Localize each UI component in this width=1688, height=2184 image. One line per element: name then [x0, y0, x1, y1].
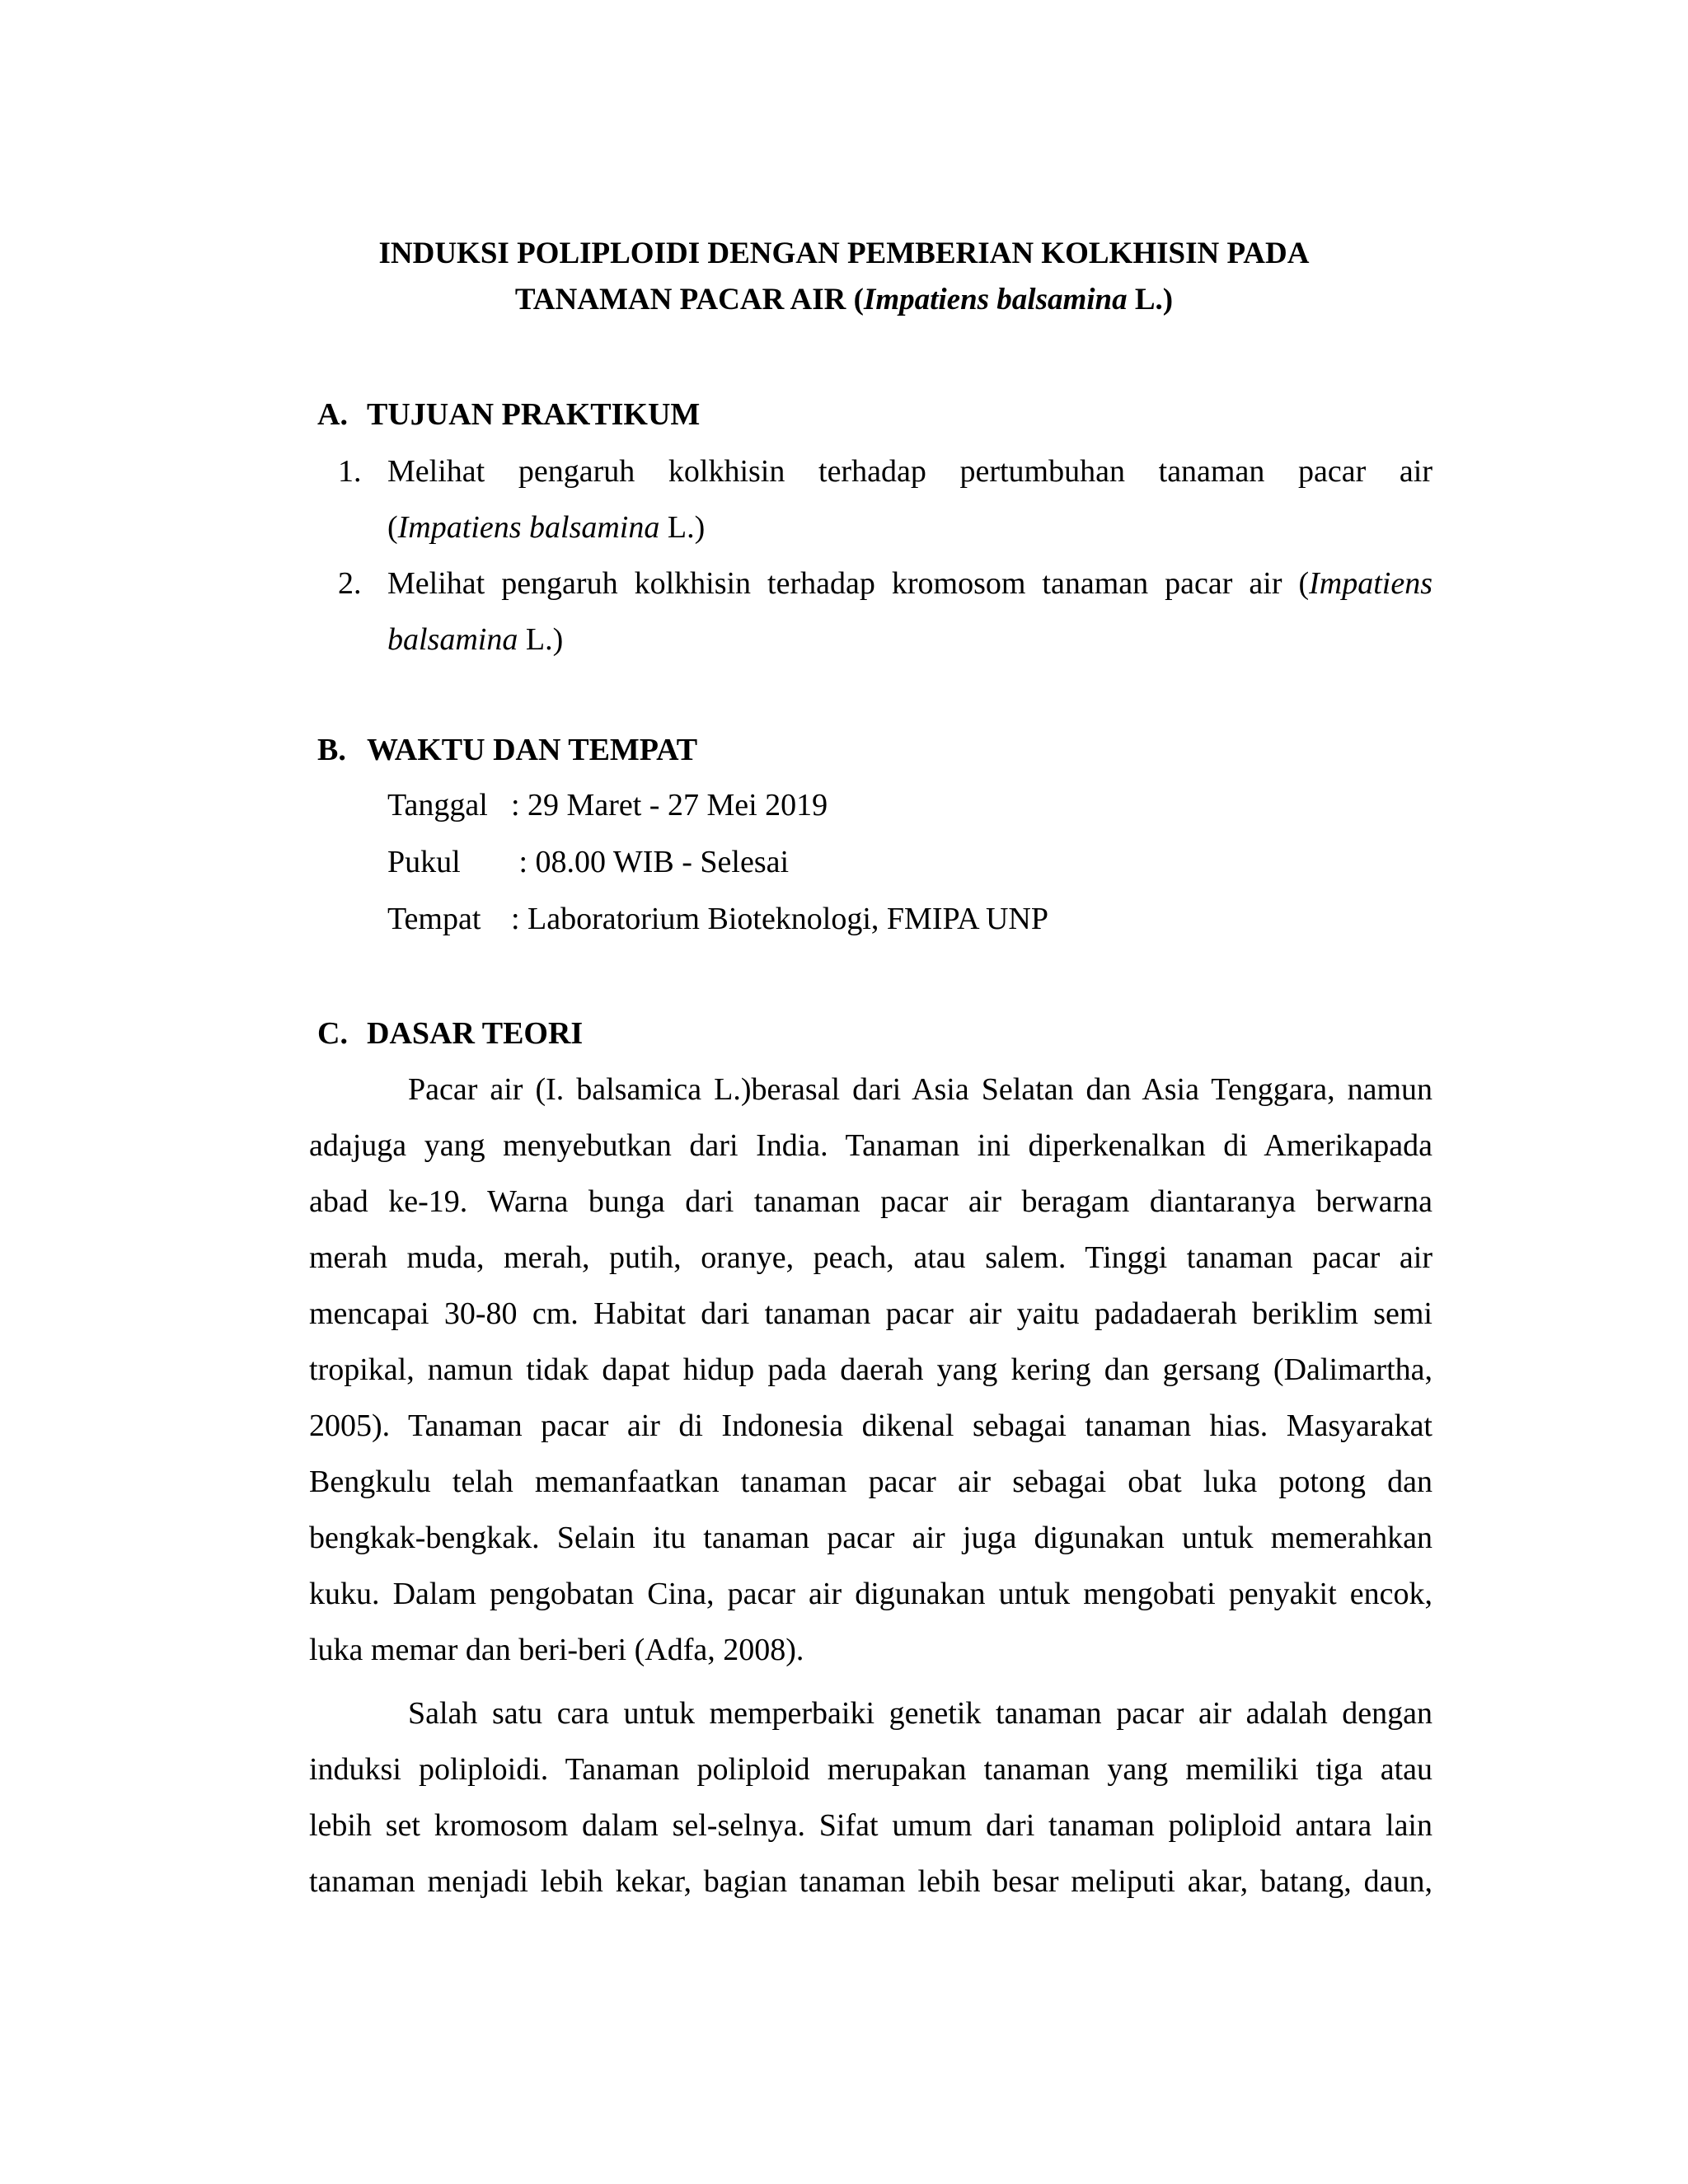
objective-item-1-line-1: Melihat pengaruh kolkhisin terhadap pertumbuhan tanaman pacar air — [387, 454, 1432, 489]
objective-item-1-number: 1. — [338, 454, 362, 489]
objective-item-2-suffix: L.) — [518, 622, 564, 657]
paragraph-line: adajuga yang menyebutkan dari India. Tanaman ini diperkenalkan di Amerikapada — [309, 1128, 1432, 1163]
title-line-1: INDUKSI POLIPLOIDI DENGAN PEMBERIAN KOLKHISIN PADA — [378, 237, 1310, 270]
objective-item-1-suffix: L.) — [659, 510, 706, 545]
title-line-2-prefix: TANAMAN PACAR AIR ( — [514, 283, 864, 316]
schedule-date-value: : 29 Maret - 27 Mei 2019 — [511, 788, 828, 823]
section-b-title: WAKTU DAN TEMPAT — [367, 733, 698, 767]
objective-item-2-text: Melihat pengaruh kolkhisin terhadap kromosom tanaman pacar air ( — [387, 566, 1310, 601]
section-a-heading — [317, 394, 700, 435]
section-a-title: TUJUAN PRAKTIKUM — [367, 397, 701, 432]
objective-item-2-genus-italic: Impatiens — [1309, 566, 1432, 601]
section-c-heading — [317, 1013, 583, 1054]
objective-item-1 — [338, 443, 1432, 555]
title-line-2-suffix: L.) — [1127, 283, 1174, 316]
section-a-letter: A. — [317, 397, 348, 432]
paragraph-line: tanaman menjadi lebih kekar, bagian tanaman lebih besar meliputi akar, batang, daun, — [309, 1864, 1432, 1899]
paragraph-line: mencapai 30-80 cm. Habitat dari tanaman pacar air yaitu padadaerah beriklim semi — [309, 1296, 1432, 1331]
paragraph-line: induksi poliploidi. Tanaman poliploid merupakan tanaman yang memiliki tiga atau — [309, 1752, 1432, 1787]
objective-item-1-line-2 — [387, 499, 1432, 555]
paragraph-line: Salah satu cara untuk memperbaiki genetik tanaman pacar air adalah dengan — [408, 1696, 1432, 1731]
objective-item-2 — [338, 555, 1432, 668]
objective-item-2-species-italic: balsamina — [387, 622, 518, 657]
theory-paragraph-2 — [309, 1685, 1432, 1910]
theory-paragraph-1 — [309, 1062, 1432, 1678]
paragraph-line: tropikal, namun tidak dapat hidup pada daerah yang kering dan gersang (Dalimartha, — [309, 1352, 1432, 1387]
paragraph-line: merah muda, merah, putih, oranye, peach, atau salem. Tinggi tanaman pacar air — [309, 1240, 1432, 1275]
paragraph-line: 2005). Tanaman pacar air di Indonesia dikenal sebagai tanaman hias. Masyarakat — [309, 1408, 1432, 1443]
objective-item-1-species-italic: Impatiens balsamina — [397, 510, 660, 545]
paragraph-line: bengkak-bengkak. Selain itu tanaman pacar air juga digunakan untuk memerahkan — [309, 1521, 1432, 1555]
section-c-letter: C. — [317, 1016, 348, 1051]
document-title — [0, 231, 1688, 323]
section-b-heading — [317, 729, 697, 771]
objective-item-2-line-2 — [387, 612, 1432, 668]
objective-item-2-number: 2. — [338, 566, 362, 601]
objective-item-1-paren: ( — [387, 510, 398, 545]
schedule-place-value: : Laboratorium Bioteknologi, FMIPA UNP — [511, 902, 1049, 936]
section-b-letter: B. — [317, 733, 346, 767]
schedule-row-date — [387, 785, 828, 826]
paragraph-line: luka memar dan beri-beri (Adfa, 2008). — [309, 1633, 804, 1667]
paragraph-line: abad ke-19. Warna bunga dari tanaman pacar air beragam diantaranya berwarna — [309, 1184, 1432, 1219]
schedule-date-label: Tanggal — [387, 788, 488, 823]
schedule-row-time — [387, 841, 789, 883]
title-line-2 — [0, 277, 1688, 323]
paragraph-line: Bengkulu telah memanfaatkan tanaman pacar air sebagai obat luka potong dan — [309, 1465, 1432, 1499]
paragraph-line: kuku. Dalam pengobatan Cina, pacar air digunakan untuk mengobati penyakit encok, — [309, 1577, 1432, 1611]
title-species-italic: Impatiens balsamina — [863, 283, 1128, 316]
objective-item-2-line-1 — [387, 555, 1432, 612]
schedule-place-label: Tempat — [387, 902, 481, 936]
schedule-row-place — [387, 898, 1048, 940]
paragraph-line: Pacar air (I. balsamica L.)berasal dari Asia Selatan dan Asia Tenggara, namun — [408, 1072, 1432, 1107]
paragraph-line: lebih set kromosom dalam sel-selnya. Sifat umum dari tanaman poliploid antara lain — [309, 1808, 1432, 1843]
schedule-time-value: : 08.00 WIB - Selesai — [511, 845, 790, 879]
schedule-time-label: Pukul — [387, 845, 461, 879]
section-c-title: DASAR TEORI — [367, 1016, 584, 1051]
